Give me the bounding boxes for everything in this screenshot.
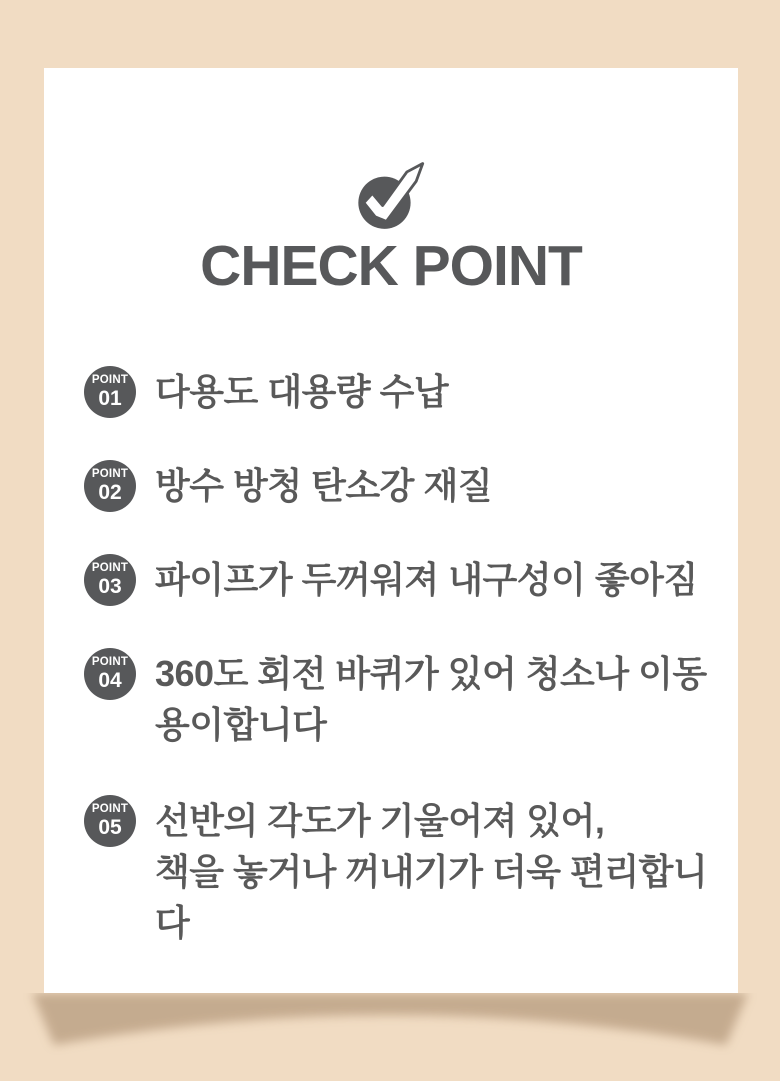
point-badge-03 [84,554,136,606]
point-badge-01 [84,366,136,418]
badge-label: POINT [91,656,129,669]
point-text-03 [155,554,698,605]
badge-number: 05 [98,815,122,839]
point-text-02 [155,460,492,511]
badge-number: 04 [98,668,122,692]
badge-number: 03 [98,574,122,598]
badge-number: 01 [98,386,122,410]
point-text-01 [155,366,448,417]
point-line: 360도 회전 바퀴가 있어 청소나 이동 [155,653,707,694]
badge-label: POINT [91,468,129,481]
point-row-01 [84,366,714,418]
card-bottom-shadow [0,993,780,1081]
point-row-04 [84,648,714,750]
badge-label: POINT [91,803,129,816]
point-badge-04 [84,648,136,700]
page-title: CHECK POINT [200,234,582,298]
checkpoint-card [44,68,738,993]
point-line: 파이프가 두꺼워져 내구성이 좋아짐 [155,559,698,600]
point-row-03 [84,554,714,606]
point-text-05 [155,795,714,948]
point-row-02 [84,460,714,512]
point-line: 선반의 각도가 기울어져 있어, [155,800,605,841]
point-line: 방수 방청 탄소강 재질 [155,465,492,506]
badge-label: POINT [91,562,129,575]
check-circle-icon [349,161,433,237]
point-line: 다용도 대용량 수납 [155,371,449,412]
point-row-05 [84,795,714,948]
point-text-04 [155,648,707,750]
badge-number: 02 [98,480,122,504]
checkpoint-list [84,366,714,948]
point-line: 용이합니다 [155,704,327,745]
point-badge-05 [84,795,136,847]
badge-label: POINT [91,374,129,387]
point-badge-02 [84,460,136,512]
point-line: 책을 놓거나 꺼내기가 더욱 편리합니다 [155,851,708,943]
